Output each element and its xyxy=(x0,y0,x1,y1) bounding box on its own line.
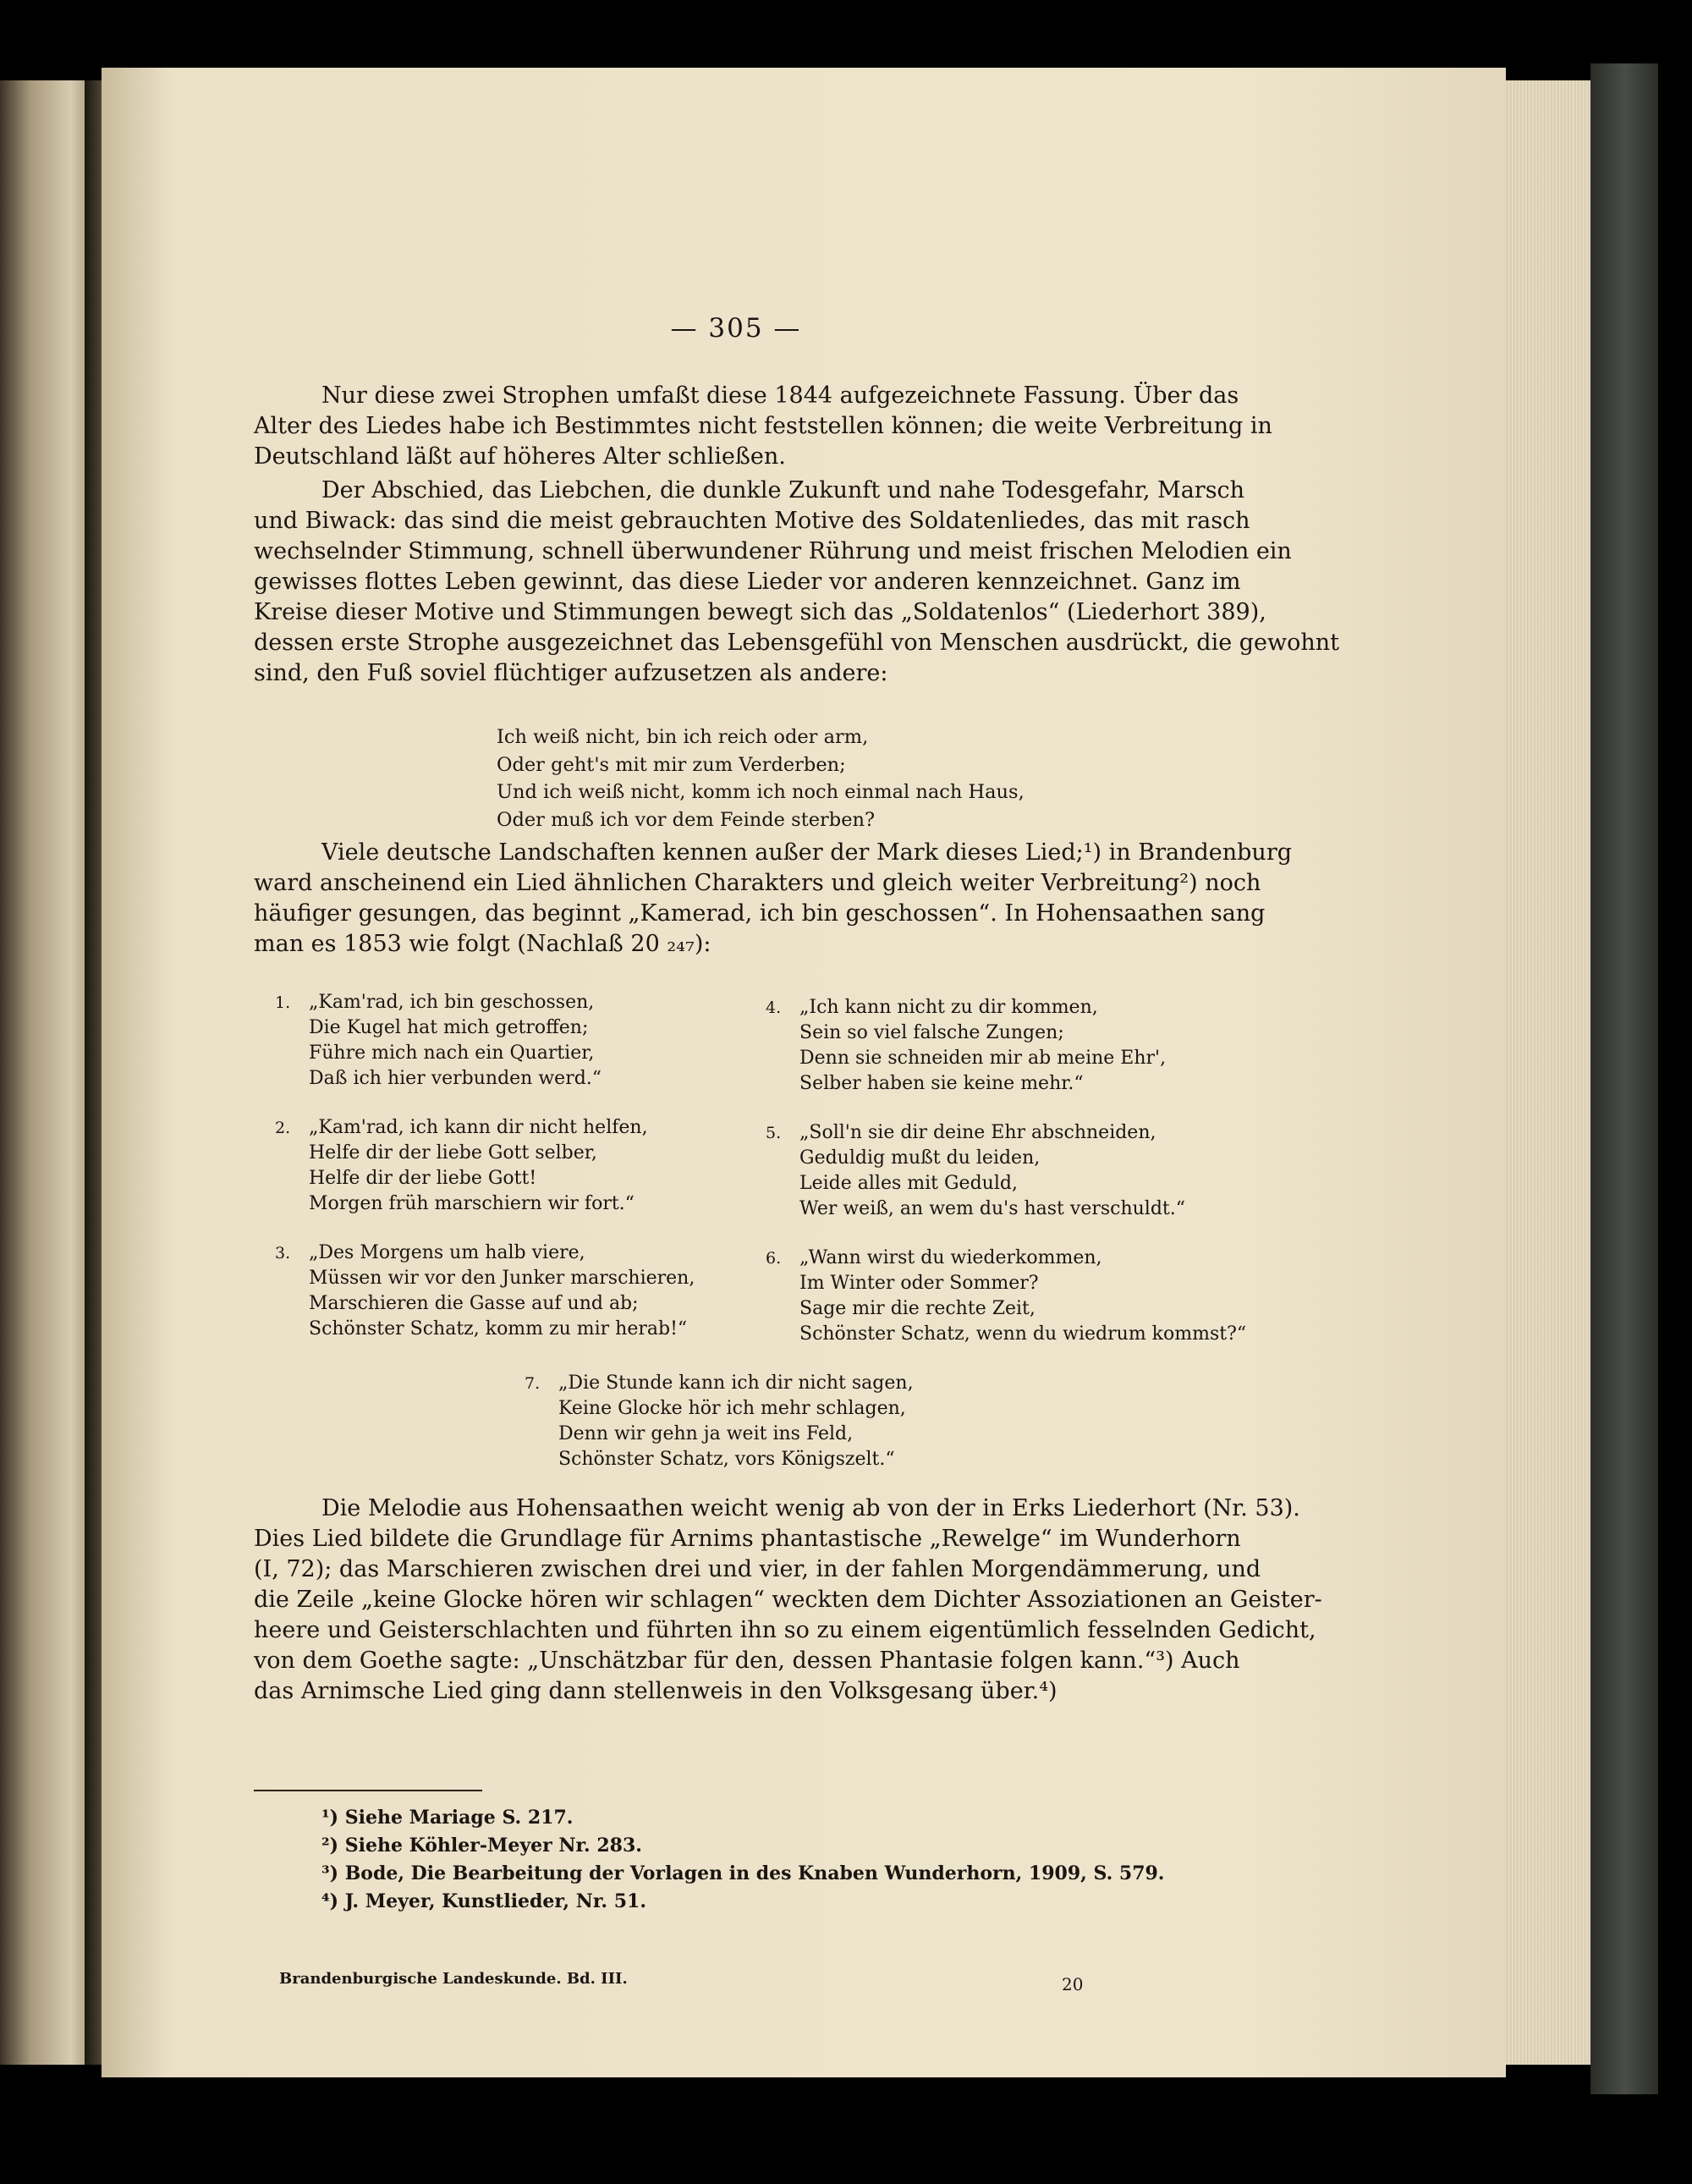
verse-line: Im Winter oder Sommer? xyxy=(799,1273,1039,1294)
verse-line: Sein so viel falsche Zungen; xyxy=(799,1022,1064,1043)
text-line: das Arnimsche Lied ging dann stellenweis in den Volksgesang über.⁴) xyxy=(254,1678,1058,1704)
text-line: man es 1853 wie folgt (Nachlaß 20 ₂₄₇): xyxy=(254,931,711,957)
verse-number: 4. xyxy=(766,998,782,1017)
paragraph-1 xyxy=(254,381,1272,472)
signature-mark: 20 xyxy=(1062,1974,1084,1994)
text-line: Die Melodie aus Hohensaathen weicht wenig ab von der in Erks Liederhort (Nr. 53). xyxy=(321,1495,1300,1521)
verse-line: Leide alles mit Geduld, xyxy=(799,1173,1018,1194)
verse-5 xyxy=(766,1120,1185,1222)
verse-line: Schönster Schatz, wenn du wiedrum kommst?“ xyxy=(799,1323,1247,1345)
text-line: häufiger gesungen, das beginnt „Kamerad, ich bin geschossen“. In Hohensaathen sang xyxy=(254,900,1266,927)
footnote: ¹) Siehe Mariage S. 217. xyxy=(321,1807,574,1829)
verse-line: Schönster Schatz, komm zu mir herab!“ xyxy=(309,1318,688,1340)
verse-line: Helfe dir der liebe Gott! xyxy=(309,1168,537,1189)
text-line: dessen erste Strophe ausgezeichnet das Lebensgefühl von Menschen ausdrückt, die gewohnt xyxy=(254,630,1340,656)
paragraph-4 xyxy=(254,1494,1322,1707)
stanza-line: Oder muß ich vor dem Feinde sterben? xyxy=(497,808,876,831)
verse-line: Schönster Schatz, vors Königszelt.“ xyxy=(558,1449,895,1470)
verse-line: Keine Glocke hör ich mehr schlagen, xyxy=(558,1398,906,1419)
page-fore-edge xyxy=(1506,80,1599,2065)
text-line: ward anscheinend ein Lied ähnlichen Charakters und gleich weiter Verbreitung²) noch xyxy=(254,870,1261,896)
text-line: von dem Goethe sagte: „Unschätzbar für den, dessen Phantasie folgen kann.“³) Auch xyxy=(254,1648,1240,1674)
verse-7 xyxy=(525,1371,914,1472)
text-line: (I, 72); das Marschieren zwischen drei und vier, in der fahlen Morgendämmerung, und xyxy=(254,1556,1261,1582)
paragraph-3 xyxy=(254,838,1293,960)
text-line: Deutschland läßt auf höheres Alter schließen. xyxy=(254,443,786,470)
text-line: Alter des Liedes habe ich Bestimmtes nicht feststellen können; die weite Verbreitung in xyxy=(254,413,1272,439)
verse-number: 7. xyxy=(525,1374,541,1393)
footnote: ³) Bode, Die Bearbeitung der Vorlagen in des Knaben Wunderhorn, 1909, S. 579. xyxy=(321,1862,1165,1884)
text-line: wechselnder Stimmung, schnell überwundener Rührung und meist frischen Melodien ein xyxy=(254,538,1292,564)
text-line: heere und Geisterschlachten und führten ihn so zu einem eigentümlich fesselnden Gedicht, xyxy=(254,1617,1316,1643)
verse-line: „Soll'n sie dir deine Ehr abschneiden, xyxy=(799,1122,1156,1143)
footnote: ⁴) J. Meyer, Kunstlieder, Nr. 51. xyxy=(321,1890,647,1912)
footnotes xyxy=(321,1804,1167,1916)
stanza-line: Ich weiß nicht, bin ich reich oder arm, xyxy=(497,726,869,748)
verse-3 xyxy=(275,1241,695,1342)
verse-line: Helfe dir der liebe Gott selber, xyxy=(309,1142,597,1164)
verse-line: Daß ich hier verbunden werd.“ xyxy=(309,1068,602,1089)
text-line: Der Abschied, das Liebchen, die dunkle Zukunft und nahe Todesgefahr, Marsch xyxy=(321,477,1245,503)
verse-line: Marschieren die Gasse auf und ab; xyxy=(309,1293,639,1314)
verse-line: Morgen früh marschiern wir fort.“ xyxy=(309,1193,634,1214)
verse-number: 3. xyxy=(275,1244,291,1263)
paragraph-2 xyxy=(254,476,1340,689)
footnote-rule xyxy=(254,1790,482,1791)
verse-line: Wer weiß, an wem du's hast verschuldt.“ xyxy=(799,1198,1186,1219)
verse-1 xyxy=(275,990,602,1092)
verse-line: Sage mir die rechte Zeit, xyxy=(799,1298,1036,1319)
verse-line: „Wann wirst du wiederkommen, xyxy=(799,1247,1102,1268)
verse-line: Denn sie schneiden mir ab meine Ehr', xyxy=(799,1048,1167,1069)
verse-2 xyxy=(275,1115,648,1217)
verse-line: „Kam'rad, ich bin geschossen, xyxy=(309,992,595,1013)
footnote: ²) Siehe Köhler-Meyer Nr. 283. xyxy=(321,1835,642,1857)
stanza-line: Und ich weiß nicht, komm ich noch einmal nach Haus, xyxy=(497,781,1025,803)
text-line: Kreise dieser Motive und Stimmungen bewegt sich das „Soldatenlos“ (Liederhort 389), xyxy=(254,599,1266,625)
verse-line: „Die Stunde kann ich dir nicht sagen, xyxy=(558,1373,914,1394)
verse-line: Geduldig mußt du leiden, xyxy=(799,1147,1041,1169)
verse-line: Denn wir gehn ja weit ins Feld, xyxy=(558,1423,854,1444)
verse-line: Führe mich nach ein Quartier, xyxy=(309,1042,595,1064)
verse-number: 2. xyxy=(275,1119,291,1137)
verse-6 xyxy=(766,1246,1246,1347)
verse-number: 6. xyxy=(766,1249,782,1268)
verse-line: Selber haben sie keine mehr.“ xyxy=(799,1073,1084,1094)
verse-line: „Des Morgens um halb viere, xyxy=(309,1242,585,1263)
text-line: Nur diese zwei Strophen umfaßt diese 1844 aufgezeichnete Fassung. Über das xyxy=(321,382,1239,409)
stanza-line: Oder geht's mit mir zum Verderben; xyxy=(497,753,846,776)
verse-number: 1. xyxy=(275,993,291,1012)
text-line: Dies Lied bildete die Grundlage für Arnims phantastische „Rewelge“ im Wunderhorn xyxy=(254,1526,1241,1552)
verse-4 xyxy=(766,995,1166,1097)
page-text xyxy=(254,313,1340,1994)
signature-line: Brandenburgische Landeskunde. Bd. III. xyxy=(279,1970,628,1988)
verse-number: 5. xyxy=(766,1124,782,1142)
verse-line: Die Kugel hat mich getroffen; xyxy=(309,1017,589,1038)
text-line: und Biwack: das sind die meist gebrauchten Motive des Soldatenliedes, das mit rasch xyxy=(254,508,1250,534)
page-number: — 305 — xyxy=(670,313,802,344)
text-line: die Zeile „keine Glocke hören wir schlagen“ weckten dem Dichter Assoziationen an Geister- xyxy=(254,1587,1322,1613)
verse-line: Müssen wir vor den Junker marschieren, xyxy=(309,1268,695,1289)
book-cover xyxy=(1590,63,1658,2094)
text-line: sind, den Fuß soviel flüchtiger aufzusetzen als andere: xyxy=(254,660,888,686)
text-line: Viele deutsche Landschaften kennen außer der Mark dieses Lied;¹) in Brandenburg xyxy=(321,839,1293,866)
verse-line: „Kam'rad, ich kann dir nicht helfen, xyxy=(309,1117,648,1138)
verse-line: „Ich kann nicht zu dir kommen, xyxy=(799,997,1098,1018)
text-line: gewisses flottes Leben gewinnt, das diese Lieder vor anderen kennzeichnet. Ganz im xyxy=(254,569,1241,595)
quoted-stanza xyxy=(497,723,1025,833)
